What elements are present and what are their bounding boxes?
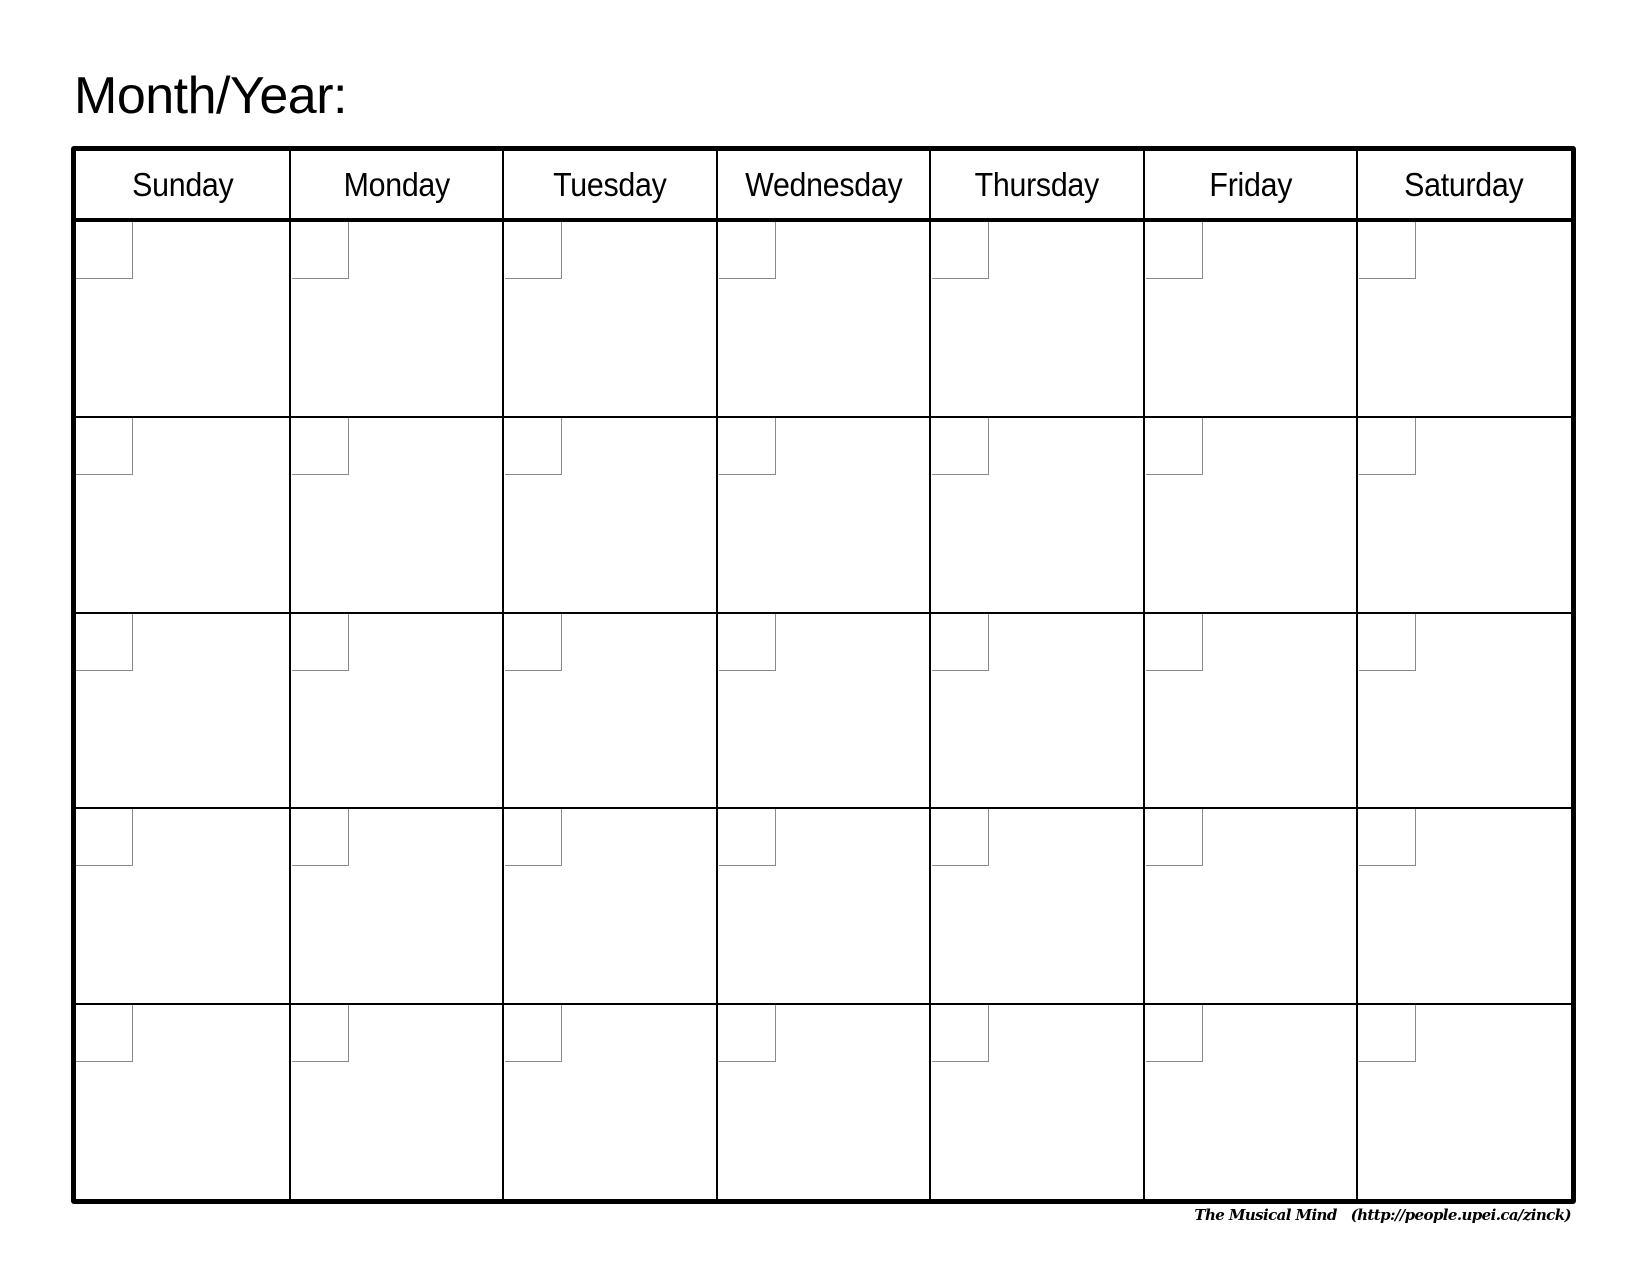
header-divider [289, 151, 291, 218]
day-cell [1357, 613, 1571, 808]
day-cell [1144, 1004, 1358, 1199]
header-divider [716, 151, 718, 218]
column-divider [289, 613, 291, 808]
day-cell [290, 808, 504, 1003]
week-row [76, 1004, 1571, 1199]
column-divider [1143, 1004, 1145, 1199]
date-number-box [505, 809, 562, 866]
day-cell [290, 1004, 504, 1199]
date-number-box [292, 418, 349, 475]
column-divider [289, 1004, 291, 1199]
day-cell [76, 417, 290, 612]
date-number-box [932, 809, 989, 866]
weekday-saturday: Saturday [1404, 165, 1524, 203]
weekday-sunday: Sunday [132, 165, 234, 203]
date-number-box [932, 222, 989, 279]
day-cell [1357, 1004, 1571, 1199]
column-divider [289, 808, 291, 1003]
week-row [76, 613, 1571, 808]
date-number-box [1146, 418, 1203, 475]
date-number-box [292, 614, 349, 671]
weekday-thursday: Thursday [974, 165, 1100, 203]
date-number-box [76, 809, 133, 866]
day-cell [503, 1004, 717, 1199]
day-cell [717, 808, 931, 1003]
weekday-monday: Monday [343, 165, 450, 203]
date-number-box [76, 222, 133, 279]
header-divider [929, 151, 931, 218]
column-divider [929, 1004, 931, 1199]
column-divider [716, 808, 718, 1003]
week-row [76, 417, 1571, 612]
column-divider [929, 222, 931, 417]
week-row [76, 222, 1571, 417]
date-number-box [505, 418, 562, 475]
date-number-box [1359, 1005, 1416, 1062]
date-number-box [932, 1005, 989, 1062]
column-divider [716, 417, 718, 612]
date-number-box [505, 1005, 562, 1062]
date-number-box [1146, 1005, 1203, 1062]
column-divider [1356, 222, 1358, 417]
date-number-box [1146, 222, 1203, 279]
day-cell [503, 808, 717, 1003]
day-cell [717, 417, 931, 612]
date-number-box [292, 809, 349, 866]
weekday-friday: Friday [1209, 165, 1292, 203]
date-number-box [1359, 809, 1416, 866]
day-cell [930, 808, 1144, 1003]
date-number-box [292, 222, 349, 279]
column-divider [1143, 613, 1145, 808]
column-divider [289, 222, 291, 417]
day-cell [1144, 222, 1358, 417]
day-cell [1144, 613, 1358, 808]
row-divider [76, 612, 1571, 614]
column-divider [1356, 1004, 1358, 1199]
column-divider [502, 613, 504, 808]
credit-name: The Musical Mind [1194, 1206, 1337, 1224]
row-divider [76, 1003, 1571, 1005]
column-divider [502, 808, 504, 1003]
column-divider [929, 808, 931, 1003]
column-divider [1143, 417, 1145, 612]
day-cell [76, 613, 290, 808]
column-divider [289, 417, 291, 612]
weekday-header-row [76, 151, 1571, 222]
day-cell [930, 613, 1144, 808]
day-cell [1357, 417, 1571, 612]
date-number-box [719, 614, 776, 671]
date-number-box [719, 222, 776, 279]
week-row [76, 808, 1571, 1003]
date-number-box [932, 614, 989, 671]
column-divider [716, 222, 718, 417]
column-divider [1143, 222, 1145, 417]
day-cell [290, 417, 504, 612]
date-number-box [292, 1005, 349, 1062]
date-number-box [505, 222, 562, 279]
date-number-box [1359, 418, 1416, 475]
date-number-box [1359, 614, 1416, 671]
day-cell [503, 613, 717, 808]
column-divider [502, 1004, 504, 1199]
date-number-box [76, 614, 133, 671]
day-cell [1144, 808, 1358, 1003]
column-divider [716, 1004, 718, 1199]
column-divider [929, 417, 931, 612]
day-cell [503, 222, 717, 417]
column-divider [502, 417, 504, 612]
header-divider [1356, 151, 1358, 218]
date-number-box [719, 1005, 776, 1062]
date-number-box [1359, 222, 1416, 279]
credit-line [1194, 1206, 1571, 1224]
day-cell [1357, 808, 1571, 1003]
column-divider [502, 222, 504, 417]
column-divider [1143, 808, 1145, 1003]
day-cell [503, 417, 717, 612]
credit-url[interactable]: (http://people.upei.ca/zinck) [1350, 1206, 1571, 1224]
day-cell [930, 417, 1144, 612]
row-divider [76, 416, 1571, 418]
day-cell [717, 613, 931, 808]
header-divider [1143, 151, 1145, 218]
column-divider [716, 613, 718, 808]
day-cell [76, 222, 290, 417]
weekday-wednesday: Wednesday [744, 165, 903, 203]
day-cell [717, 222, 931, 417]
day-cell [930, 222, 1144, 417]
day-cell [717, 1004, 931, 1199]
day-cell [930, 1004, 1144, 1199]
date-number-box [76, 418, 133, 475]
month-year-title: Month/Year: [74, 67, 347, 125]
day-cell [1357, 222, 1571, 417]
day-cell [290, 222, 504, 417]
day-cell [290, 613, 504, 808]
column-divider [1356, 613, 1358, 808]
weekday-tuesday: Tuesday [553, 165, 667, 203]
column-divider [1356, 417, 1358, 612]
day-cell [76, 1004, 290, 1199]
date-number-box [719, 418, 776, 475]
date-number-box [1146, 614, 1203, 671]
calendar-grid [71, 146, 1576, 1204]
column-divider [929, 613, 931, 808]
date-number-box [1146, 809, 1203, 866]
date-number-box [932, 418, 989, 475]
date-number-box [76, 1005, 133, 1062]
column-divider [1356, 808, 1358, 1003]
header-divider [502, 151, 504, 218]
day-cell [76, 808, 290, 1003]
day-cell [1144, 417, 1358, 612]
date-number-box [505, 614, 562, 671]
row-divider [76, 807, 1571, 809]
date-number-box [719, 809, 776, 866]
